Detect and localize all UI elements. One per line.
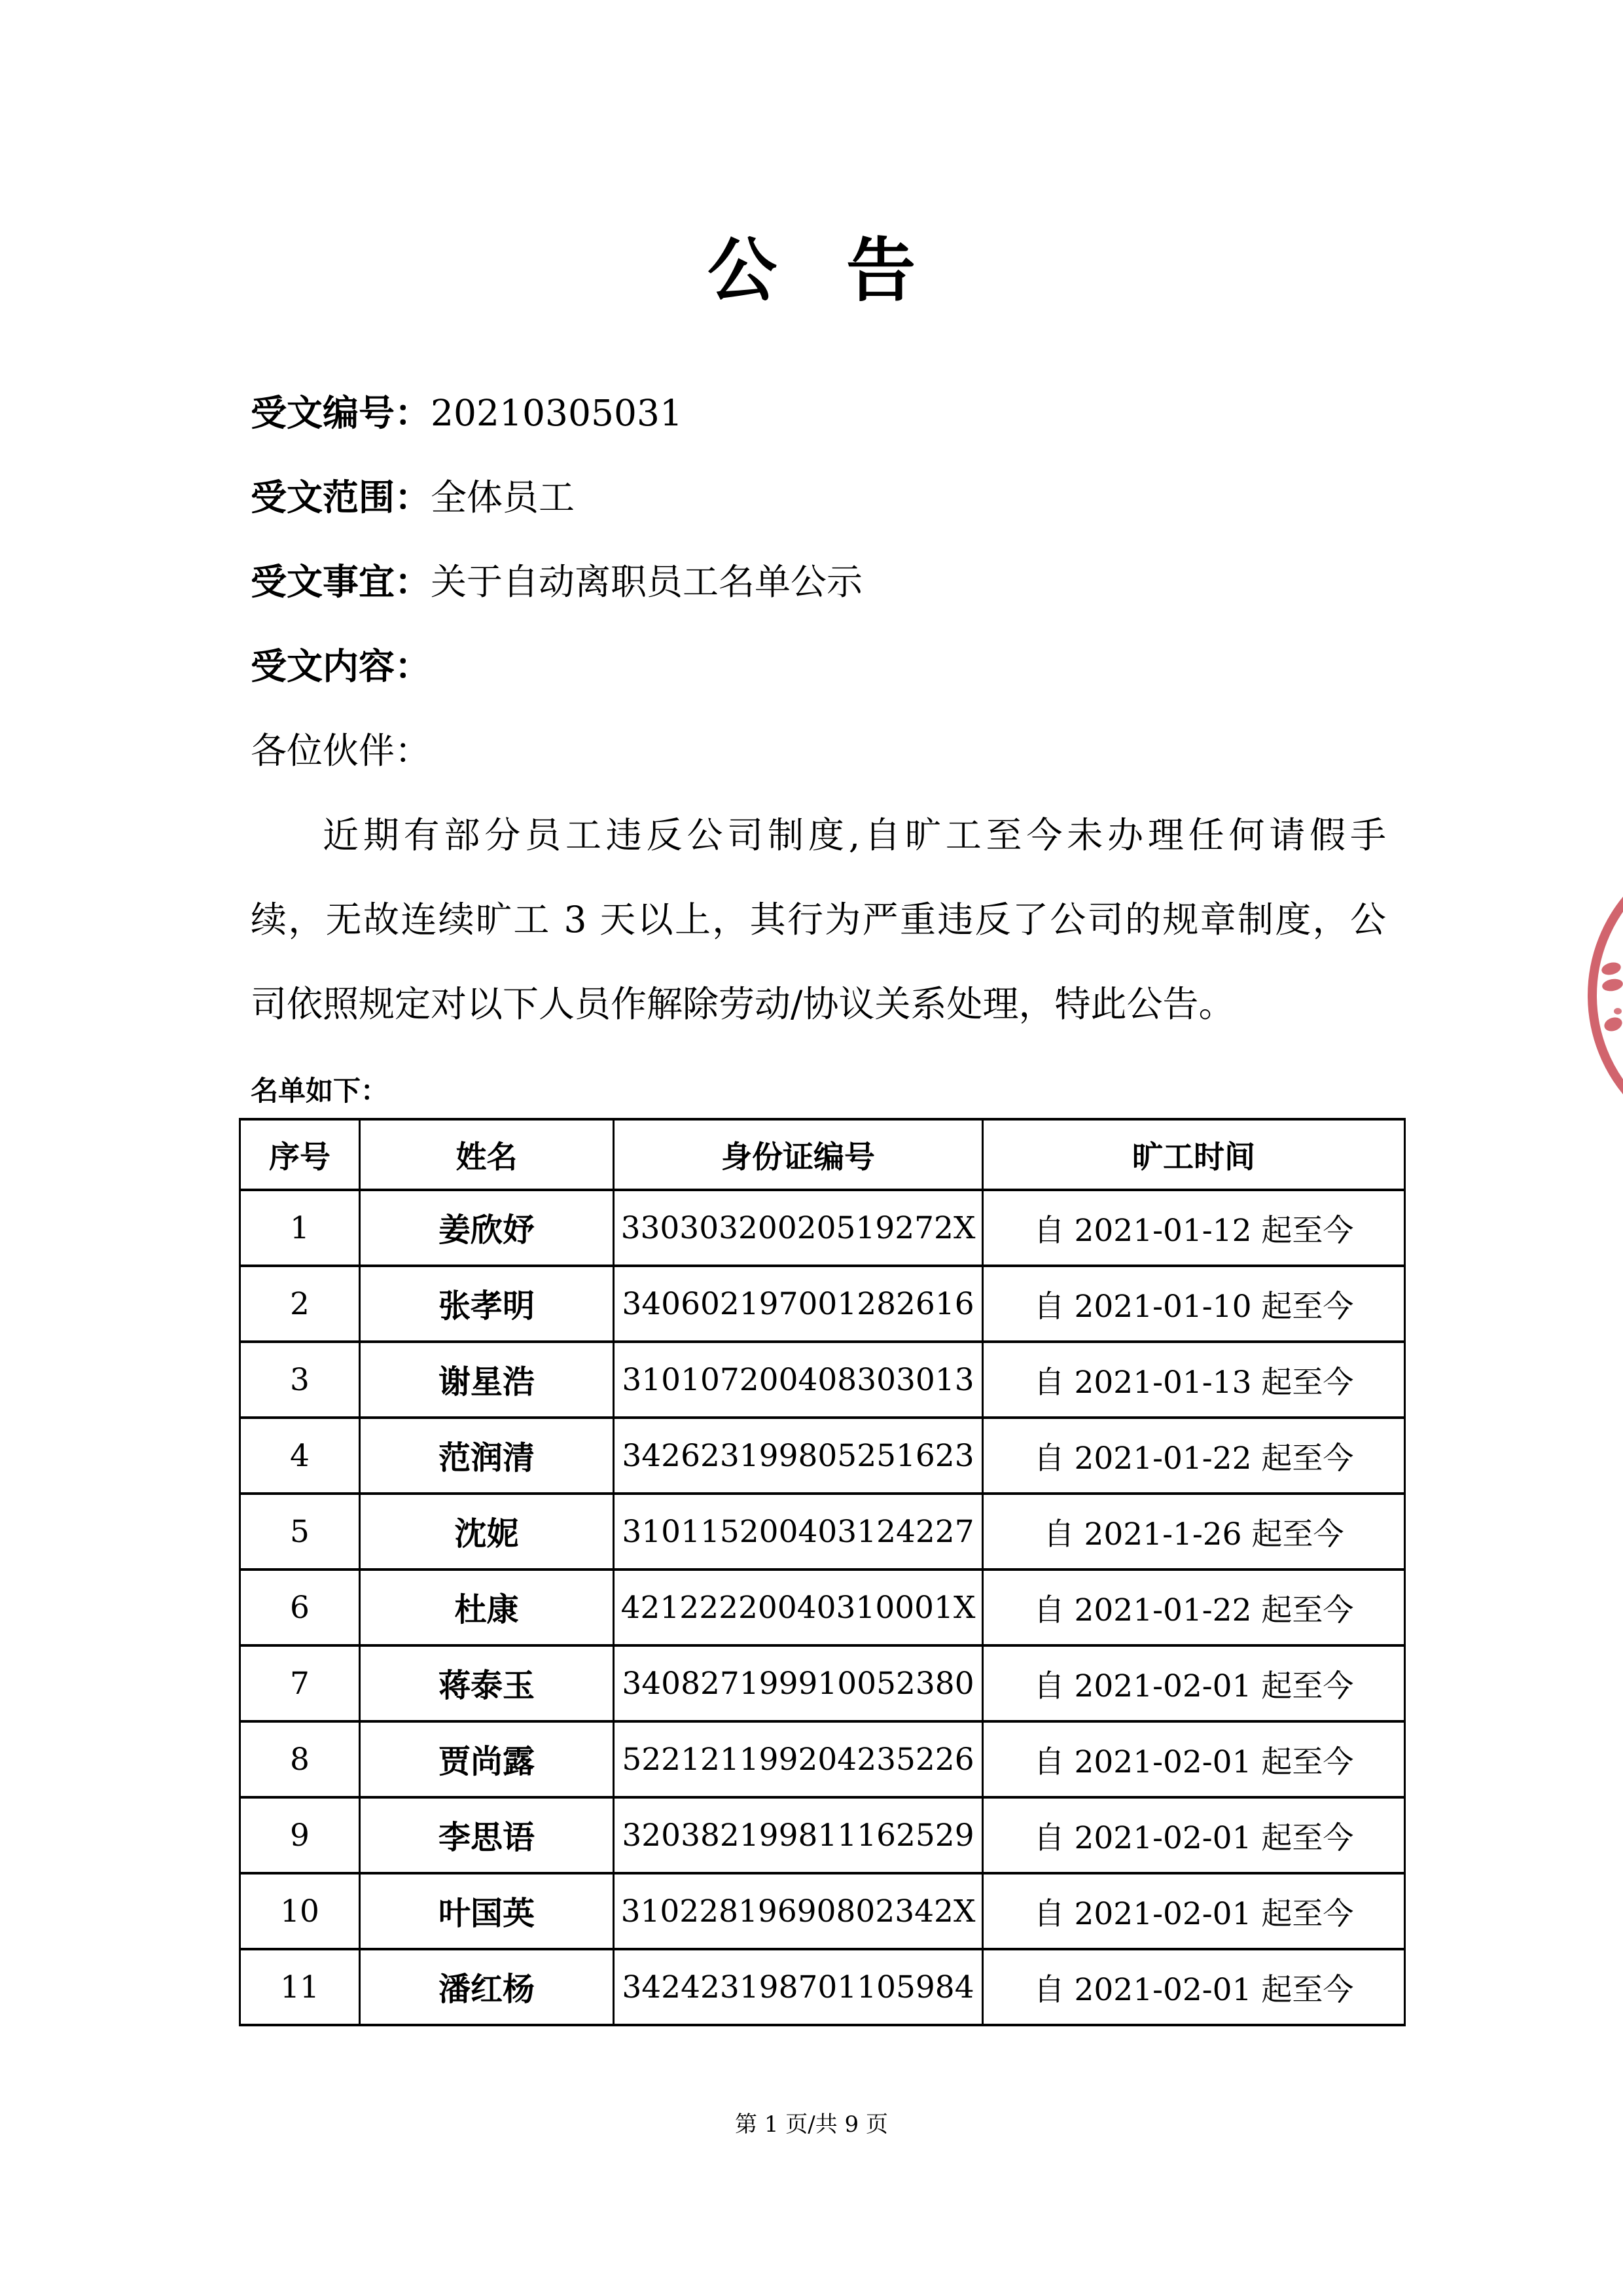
red-seal-stamp-partial bbox=[1565, 826, 1623, 1140]
cell-name: 贾尚露 bbox=[360, 1721, 614, 1797]
cell-absence-period: 自 2021-02-01 起至今 bbox=[983, 1721, 1405, 1797]
cell-absence-period: 自 2021-01-13 起至今 bbox=[983, 1342, 1405, 1418]
cell-index: 4 bbox=[240, 1418, 360, 1494]
field-content-label: 受文内容： bbox=[251, 645, 431, 687]
field-subject bbox=[251, 560, 863, 603]
cell-absence-period: 自 2021-02-01 起至今 bbox=[983, 1645, 1405, 1721]
cell-name: 李思语 bbox=[360, 1797, 614, 1873]
cell-name: 沈妮 bbox=[360, 1494, 614, 1570]
field-scope bbox=[251, 476, 575, 519]
field-doc-number-value: 20210305031 bbox=[431, 392, 683, 434]
cell-name: 张孝明 bbox=[360, 1266, 614, 1342]
cell-id-number: 42122220040310001X bbox=[614, 1570, 983, 1645]
cell-index: 1 bbox=[240, 1190, 360, 1266]
cell-index: 9 bbox=[240, 1797, 360, 1873]
cell-absence-period: 自 2021-01-22 起至今 bbox=[983, 1418, 1405, 1494]
field-doc-number-label: 受文编号： bbox=[251, 391, 431, 434]
cell-id-number: 310115200403124227 bbox=[614, 1494, 983, 1570]
seal-text-fragment bbox=[1601, 977, 1623, 992]
cell-index: 10 bbox=[240, 1873, 360, 1949]
salutation: 各位伙伴： bbox=[251, 730, 431, 772]
cell-name: 蒋泰玉 bbox=[360, 1645, 614, 1721]
list-intro: 名单如下： bbox=[251, 1075, 389, 1107]
cell-index: 5 bbox=[240, 1494, 360, 1570]
cell-index: 2 bbox=[240, 1266, 360, 1342]
seal-ring bbox=[1592, 844, 1623, 1140]
cell-name: 杜康 bbox=[360, 1570, 614, 1645]
table-row bbox=[240, 1873, 1405, 1949]
cell-id-number: 320382199811162529 bbox=[614, 1797, 983, 1873]
header-index: 序号 bbox=[240, 1119, 360, 1190]
table-row bbox=[240, 1570, 1405, 1645]
cell-absence-period: 自 2021-02-01 起至今 bbox=[983, 1949, 1405, 2025]
cell-absence-period: 自 2021-01-10 起至今 bbox=[983, 1266, 1405, 1342]
cell-index: 11 bbox=[240, 1949, 360, 2025]
table-row bbox=[240, 1949, 1405, 2025]
paragraph-line: 司依照规定对以下人员作解除劳动/协议关系处理，特此公告。 bbox=[251, 983, 1235, 1025]
cell-name: 潘红杨 bbox=[360, 1949, 614, 2025]
cell-id-number: 340827199910052380 bbox=[614, 1645, 983, 1721]
table-header bbox=[240, 1119, 1405, 1190]
cell-index: 3 bbox=[240, 1342, 360, 1418]
paragraph-line: 续，无故连续旷工 3 天以上，其行为严重违反了公司的规章制度，公 bbox=[251, 899, 1386, 941]
seal-text-fragment bbox=[1614, 1008, 1622, 1014]
cell-name: 叶国英 bbox=[360, 1873, 614, 1949]
table-body bbox=[240, 1190, 1405, 2025]
table-row bbox=[240, 1190, 1405, 1266]
page-number-footer: 第 1 页/共 9 页 bbox=[735, 2111, 888, 2138]
cell-name: 谢星浩 bbox=[360, 1342, 614, 1418]
paragraph-line: 近期有部分员工违反公司制度,自旷工至今未办理任何请假手 bbox=[323, 814, 1386, 856]
cell-id-number: 342423198701105984 bbox=[614, 1949, 983, 2025]
table-row bbox=[240, 1797, 1405, 1873]
dismissed-employees-table bbox=[239, 1118, 1406, 2026]
field-subject-value: 关于自动离职员工名单公示 bbox=[431, 561, 863, 603]
cell-id-number: 31022819690802342X bbox=[614, 1873, 983, 1949]
cell-id-number: 342623199805251623 bbox=[614, 1418, 983, 1494]
cell-name: 范润清 bbox=[360, 1418, 614, 1494]
field-subject-label: 受文事宜： bbox=[251, 560, 431, 603]
cell-index: 8 bbox=[240, 1721, 360, 1797]
cell-absence-period: 自 2021-01-12 起至今 bbox=[983, 1190, 1405, 1266]
cell-absence-period: 自 2021-02-01 起至今 bbox=[983, 1873, 1405, 1949]
table-row bbox=[240, 1645, 1405, 1721]
table-row bbox=[240, 1721, 1405, 1797]
cell-name: 姜欣妤 bbox=[360, 1190, 614, 1266]
field-doc-number bbox=[251, 391, 683, 435]
cell-id-number: 340602197001282616 bbox=[614, 1266, 983, 1342]
field-content bbox=[251, 645, 431, 688]
cell-index: 6 bbox=[240, 1570, 360, 1645]
table-row bbox=[240, 1266, 1405, 1342]
cell-index: 7 bbox=[240, 1645, 360, 1721]
cell-absence-period: 自 2021-1-26 起至今 bbox=[983, 1494, 1405, 1570]
table-header-row bbox=[240, 1119, 1405, 1190]
seal-text-fragment bbox=[1600, 961, 1622, 977]
header-id-number: 身份证编号 bbox=[614, 1119, 983, 1190]
cell-id-number: 522121199204235226 bbox=[614, 1721, 983, 1797]
table-row bbox=[240, 1342, 1405, 1418]
cell-absence-period: 自 2021-02-01 起至今 bbox=[983, 1797, 1405, 1873]
table-row bbox=[240, 1494, 1405, 1570]
cell-absence-period: 自 2021-01-22 起至今 bbox=[983, 1570, 1405, 1645]
body-paragraph bbox=[251, 793, 1386, 1047]
header-absence-period: 旷工时间 bbox=[983, 1119, 1405, 1190]
field-scope-label: 受文范围： bbox=[251, 476, 431, 518]
header-name: 姓名 bbox=[360, 1119, 614, 1190]
table-row bbox=[240, 1418, 1405, 1494]
seal-text-fragment bbox=[1602, 1015, 1623, 1033]
page-title: 公 告 bbox=[707, 229, 916, 311]
cell-id-number: 310107200408303013 bbox=[614, 1342, 983, 1418]
field-scope-value: 全体员工 bbox=[431, 476, 575, 518]
cell-id-number: 33030320020519272X bbox=[614, 1190, 983, 1266]
